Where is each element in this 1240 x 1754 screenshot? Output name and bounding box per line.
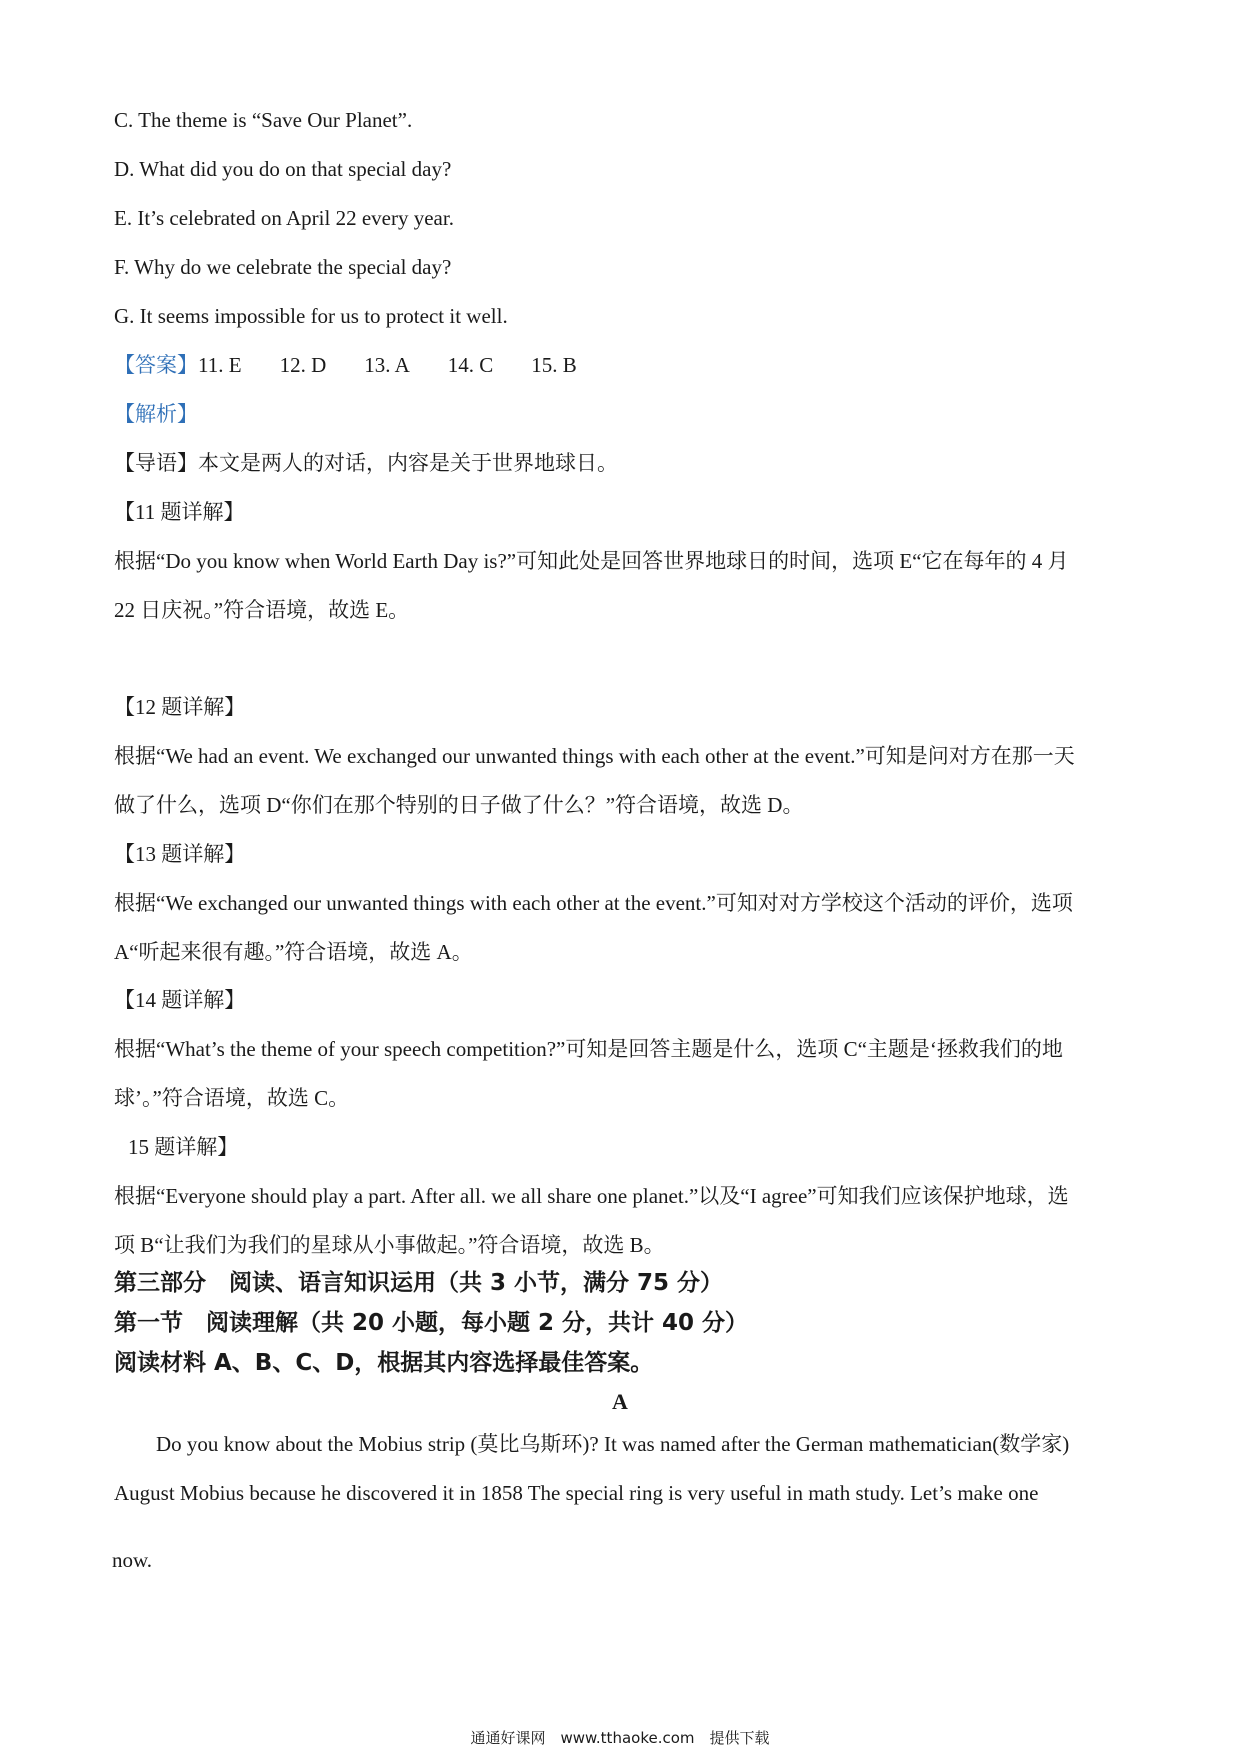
answer-label: 【答案】 (114, 353, 198, 377)
option-g: G. It seems impossible for us to protect it well. (114, 304, 508, 328)
q13-line-2: A“听起来很有趣。”符合语境，故选 A。 (114, 940, 473, 964)
q15-heading: 15 题详解】 (128, 1135, 239, 1159)
passage-title: A (612, 1389, 628, 1414)
q12-heading: 【12 题详解】 (114, 695, 246, 719)
q14-heading: 【14 题详解】 (114, 988, 246, 1012)
passage-line-3: now. (112, 1548, 153, 1572)
option-d: D. What did you do on that special day? (114, 157, 452, 181)
q11-heading: 【11 题详解】 (114, 500, 245, 524)
answer-item: 12. D (279, 353, 327, 377)
q11-line-1: 根据“Do you know when World Earth Day is?”可知此处是回答世界地球日的时间，选项 E“它在每年的 4 月 (114, 549, 1069, 573)
answer-item: 15. B (531, 353, 577, 377)
option-c: C. The theme is “Save Our Planet”. (114, 108, 413, 132)
q14-line-2: 球’。”符合语境，故选 C。 (114, 1086, 350, 1110)
answer-item: 13. A (364, 353, 410, 377)
q11-line-2: 22 日庆祝。”符合语境，故选 E。 (114, 598, 410, 622)
page-footer: 通通好课网 www.tthaoke.com 提供下载 (470, 1729, 770, 1747)
q13-line-1: 根据“We exchanged our unwanted things with each other at the event.”可知对对方学校这个活动的评价，选项 (114, 891, 1073, 915)
passage-line-2: August Mobius because he discovered it in 1858 The special ring is very useful in math study. Let’s make one (114, 1481, 1039, 1505)
q13-heading: 【13 题详解】 (114, 842, 246, 866)
q12-line-1: 根据“We had an event. We exchanged our unwanted things with each other at the event.”可知是问对方在那一天 (114, 744, 1075, 768)
answer-item: 11. E (198, 353, 242, 377)
passage-line-1: Do you know about the Mobius strip (莫比乌斯环)? It was named after the German mathematician(数学家) (156, 1432, 1070, 1456)
answer-item: 14. C (447, 353, 494, 377)
option-e: E. It’s celebrated on April 22 every year. (114, 206, 454, 230)
instruction-heading: 阅读材料 A、B、C、D，根据其内容选择最佳答案。 (114, 1350, 654, 1376)
q15-line-2: 项 B“让我们为我们的星球从小事做起。”符合语境，故选 B。 (114, 1233, 665, 1257)
answer-line (114, 351, 615, 379)
q12-line-2: 做了什么，选项 D“你们在那个特别的日子做了什么？”符合语境，故选 D。 (114, 793, 804, 817)
section1-heading: 第一节 阅读理解（共 20 小题，每小题 2 分，共计 40 分） (114, 1310, 749, 1336)
part3-heading: 第三部分 阅读、语言知识运用（共 3 小节，满分 75 分） (114, 1270, 724, 1296)
analysis-label: 【解析】 (114, 402, 198, 426)
option-f: F. Why do we celebrate the special day? (114, 255, 452, 279)
intro-text: 【导语】本文是两人的对话，内容是关于世界地球日。 (114, 451, 618, 475)
q14-line-1: 根据“What’s the theme of your speech competition?”可知是回答主题是什么，选项 C“主题是‘拯救我们的地 (114, 1037, 1063, 1061)
q15-line-1: 根据“Everyone should play a part. After all. we all share one planet.”以及“I agree”可知我们应该保护地球，选 (114, 1184, 1069, 1208)
